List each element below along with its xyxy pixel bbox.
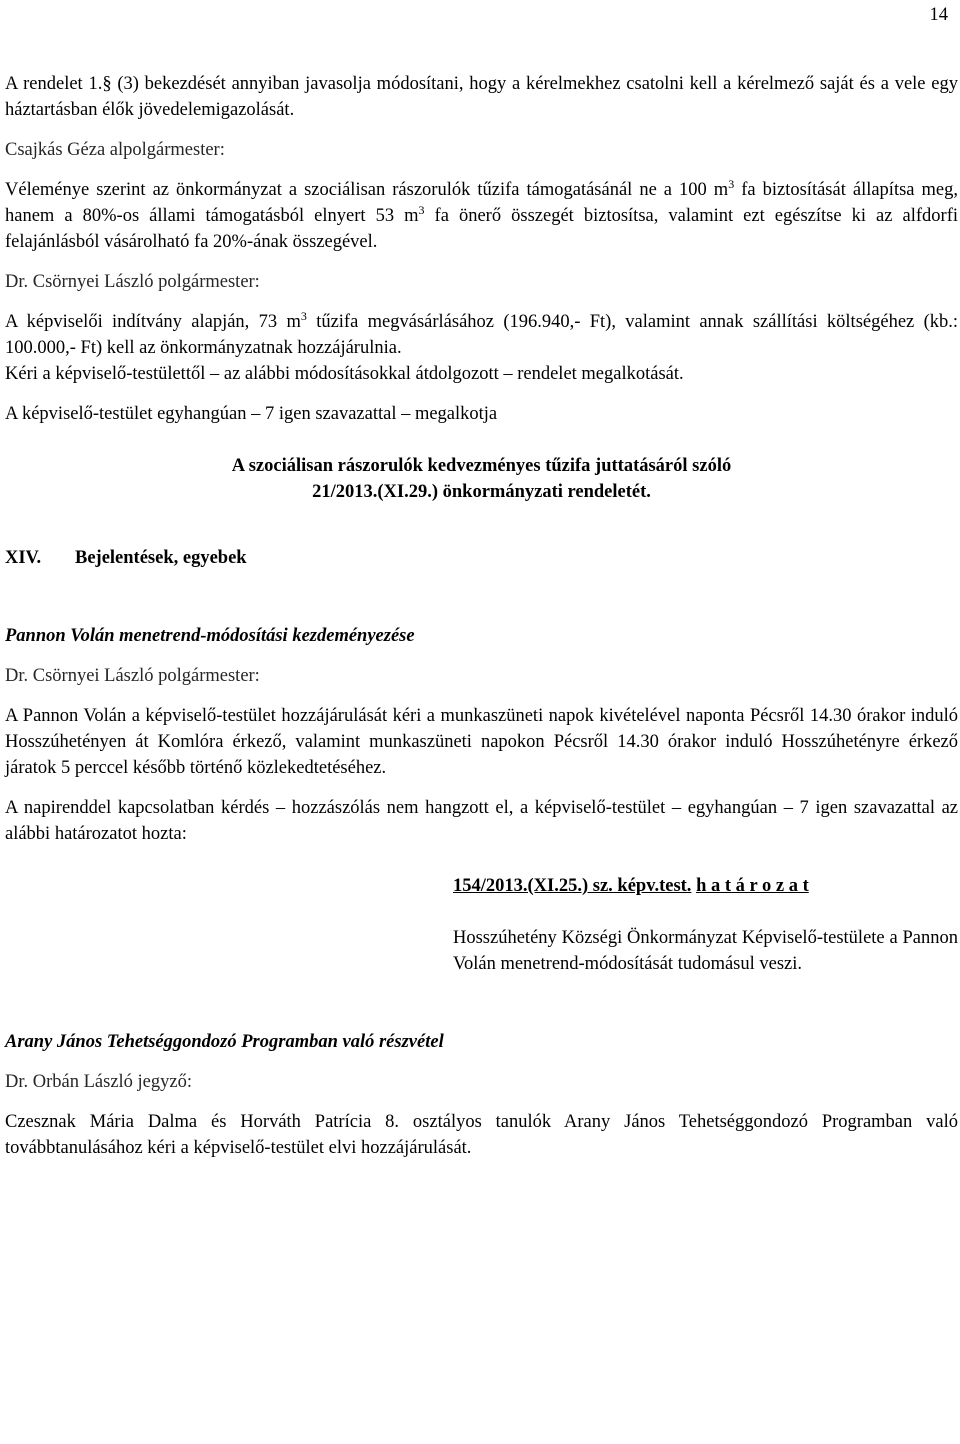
section-title: Bejelentések, egyebek	[75, 548, 247, 568]
superscript: 3	[728, 176, 735, 191]
decision-block	[453, 873, 958, 977]
speaker-mayor: Dr. Csörnyei László polgármester:	[5, 272, 260, 292]
paragraph-regulation-amendment: A rendelet 1.§ (3) bekezdését annyiban javasolja módosítani, hogy a kérelmekhez csatolni kell a kérelmező saját és a vele egy háztartásban élők jövedelemigazolását.	[5, 74, 958, 120]
text-fragment: Véleménye szerint az önkormányzat a szociálisan rászorulók tűzifa támogatásánál ne a 100 m	[5, 180, 729, 200]
text-fragment: fa önerő összegét biztosítsa, valamint ezt egészítse ki az alfdorfi felajánlásból vásárolható fa 20%-ának összegével.	[5, 206, 958, 252]
regulation-title-line2: 21/2013.(XI.29.) önkormányzati rendeletét.	[312, 482, 651, 502]
regulation-title-line1: A szociálisan rászorulók kedvezményes tűzifa juttatásáról szóló	[231, 456, 732, 476]
page-number: 14	[929, 5, 948, 25]
paragraph-timetable-change: A Pannon Volán a képviselő-testület hozzájárulását kéri a munkaszüneti napok kivételével naponta Pécsről 14.30 órakor induló Hosszúhetényen át Komlóra érkező, valamint munkaszüneti napokon Pécsről 14.30 órakor induló Hosszúhetényre érkező járatok 5 perccel később történő közlekedtetéséhez.	[5, 706, 958, 778]
text-fragment: fa biztosítását állapítsa meg, hanem a 80%-os állami támogatásból elnyert 53 m	[5, 180, 958, 226]
text-fragment: A képviselői indítvány alapján, 73 m	[5, 312, 301, 332]
decision-id: 154/2013.(XI.25.) sz. képv.test.	[453, 876, 692, 896]
text-fragment: tűzifa megvásárlásához (196.940,- Ft), valamint annak szállítási költségéhez (kb.: 100.000,- Ft) kell az önkormányzatnak hozzájárulnia.	[5, 312, 958, 358]
paragraph-no-questions: A napirenddel kapcsolatban kérdés – hozzászólás nem hangzott el, a képviselő-testület – egyhangúan – 7 igen szavazattal az alábbi határozatot hozta:	[5, 798, 958, 844]
subheading-arany-janos: Arany János Tehetséggondozó Programban való részvétel	[5, 1032, 444, 1052]
speaker-mayor-2: Dr. Csörnyei László polgármester:	[5, 666, 260, 686]
decision-text: Hosszúhetény Községi Önkormányzat Képviselő-testülete a Pannon Volán menetrend-módosítását tudomásul veszi.	[453, 928, 958, 974]
subheading-pannon-volan: Pannon Volán menetrend-módosítási kezdeményezése	[5, 626, 415, 646]
decision-heading	[453, 873, 958, 899]
paragraph-firewood-purchase	[5, 309, 958, 361]
paragraph-vote: A képviselő-testület egyhangúan – 7 igen szavazattal – megalkotja	[5, 404, 498, 424]
speaker-deputy-mayor: Csajkás Géza alpolgármester:	[5, 140, 225, 160]
superscript: 3	[300, 308, 307, 323]
paragraph-firewood-opinion	[5, 177, 958, 255]
decision-word: h a t á r o z a t	[696, 876, 809, 896]
section-heading	[5, 545, 958, 571]
paragraph-request: Kéri a képviselő-testülettől – az alábbi módosításokkal átdolgozott – rendelet megalkotását.	[5, 364, 684, 384]
section-number: XIV.	[5, 548, 42, 568]
speaker-notary: Dr. Orbán László jegyző:	[5, 1072, 192, 1092]
paragraph-students: Czesznak Mária Dalma és Horváth Patrícia 8. osztályos tanulók Arany János Tehetséggondozó Programban való továbbtanulásához kéri a képviselő-testület elvi hozzájárulását.	[5, 1112, 958, 1158]
document-body	[5, 71, 958, 1161]
superscript: 3	[418, 202, 425, 217]
